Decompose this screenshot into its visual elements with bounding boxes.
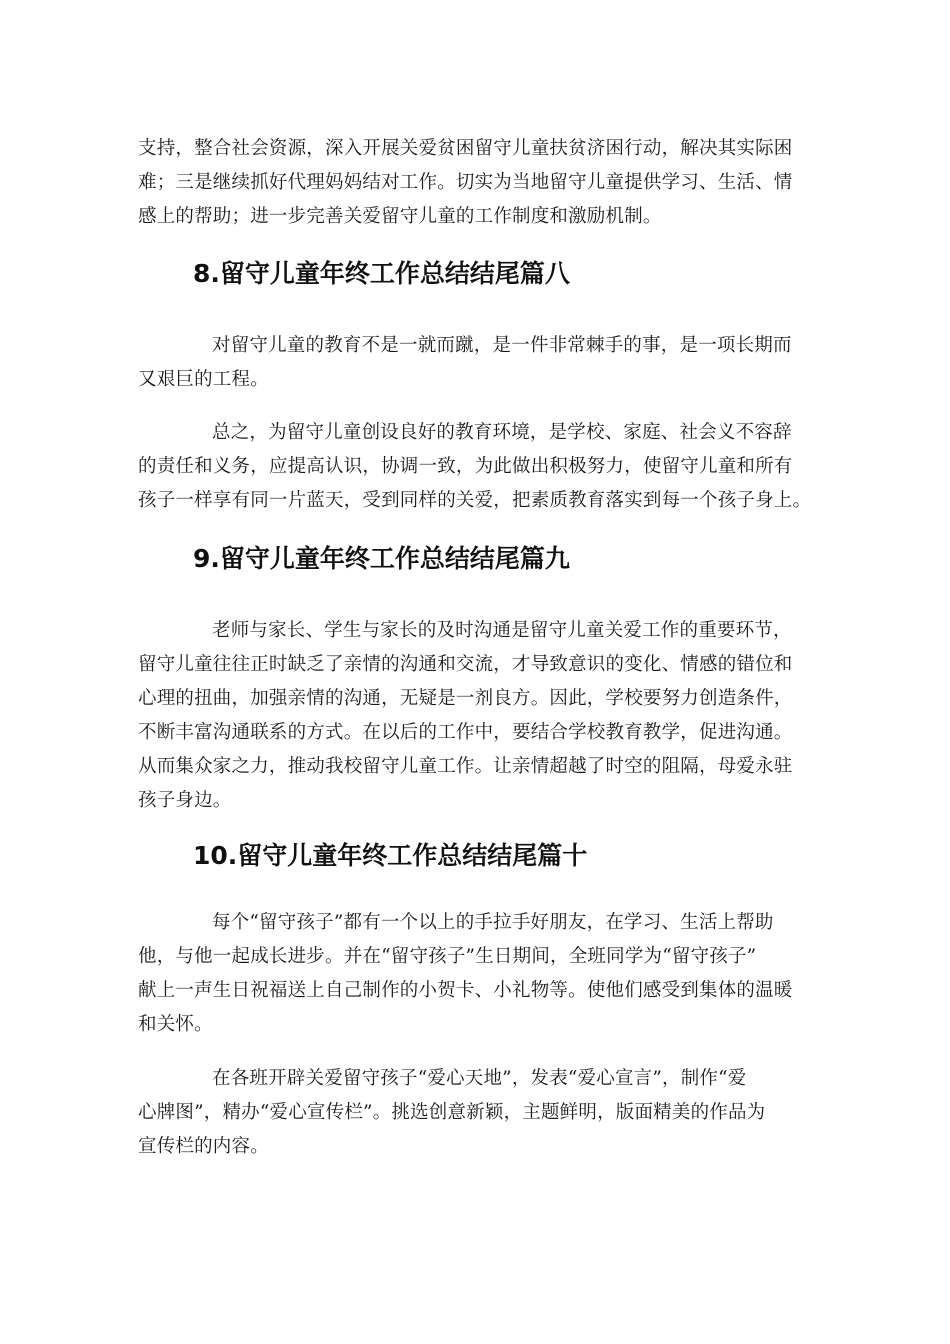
text-line: 的责任和义务，应提高认识，协调一致，为此做出积极努力，使留守儿童和所有 bbox=[138, 456, 793, 477]
text-line: 从而集众家之力，推动我校留守儿童工作。让亲情超越了时空的阻隔，母爱永驻 bbox=[138, 756, 793, 777]
text-line: 老师与家长、学生与家长的及时沟通是留守儿童关爱工作的重要环节， bbox=[212, 620, 792, 641]
section-heading-8: 8.留守儿童年终工作总结结尾篇八 bbox=[193, 259, 570, 288]
text-line: 献上一声生日祝福送上自己制作的小贺卡、小礼物等。使他们感受到集体的温暖 bbox=[138, 980, 793, 1001]
text-line: 不断丰富沟通联系的方式。在以后的工作中，要结合学校教育教学，促进沟通。 bbox=[138, 722, 793, 743]
text-line: 支持，整合社会资源，深入开展关爱贫困留守儿童扶贫济困行动，解决其实际困 bbox=[138, 138, 793, 159]
text-line: 心理的扭曲，加强亲情的沟通，无疑是一剂良方。因此，学校要努力创造条件， bbox=[138, 688, 793, 709]
text-line: 他，与他一起成长进步。并在“留守孩子”生日期间，全班同学为“留守孩子” bbox=[138, 946, 757, 967]
section-heading-9: 9.留守儿童年终工作总结结尾篇九 bbox=[193, 544, 570, 573]
text-line: 和关怀。 bbox=[138, 1014, 213, 1035]
section-8-paragraph-2 bbox=[138, 416, 818, 518]
text-line: 难；三是继续抓好代理妈妈结对工作。切实为当地留守儿童提供学习、生活、情 bbox=[138, 172, 793, 193]
text-line: 又艰巨的工程。 bbox=[138, 369, 269, 390]
text-line: 在各班开辟关爱留守孩子“爱心天地”，发表“爱心宣言”，制作“爱 bbox=[212, 1068, 747, 1089]
text-line: 孩子身边。 bbox=[138, 790, 232, 811]
section-8-paragraph-1 bbox=[138, 329, 818, 397]
section-9-paragraph-1 bbox=[138, 614, 818, 818]
text-line: 宣传栏的内容。 bbox=[138, 1136, 269, 1157]
text-line: 心牌图”，精办“爱心宣传栏”。挑选创意新颖，主题鲜明，版面精美的作品为 bbox=[138, 1102, 766, 1123]
text-line: 留守儿童往往正时缺乏了亲情的沟通和交流，才导致意识的变化、情感的错位和 bbox=[138, 654, 793, 675]
text-line: 每个“留守孩子”都有一个以上的手拉手好朋友，在学习、生活上帮助 bbox=[212, 912, 774, 933]
section-10-paragraph-1 bbox=[138, 906, 818, 1042]
section-10-paragraph-2 bbox=[138, 1062, 818, 1164]
text-line: 感上的帮助；进一步完善关爱留守儿童的工作制度和激励机制。 bbox=[138, 206, 662, 227]
intro-paragraph bbox=[138, 132, 818, 234]
section-heading-10: 10.留守儿童年终工作总结结尾篇十 bbox=[193, 841, 588, 870]
text-line: 对留守儿童的教育不是一就而蹴，是一件非常棘手的事，是一项长期而 bbox=[212, 335, 792, 356]
text-line: 孩子一样享有同一片蓝天，受到同样的关爱，把素质教育落实到每一个孩子身上。 bbox=[138, 490, 812, 511]
text-line: 总之，为留守儿童创设良好的教育环境，是学校、家庭、社会义不容辞 bbox=[212, 422, 792, 443]
